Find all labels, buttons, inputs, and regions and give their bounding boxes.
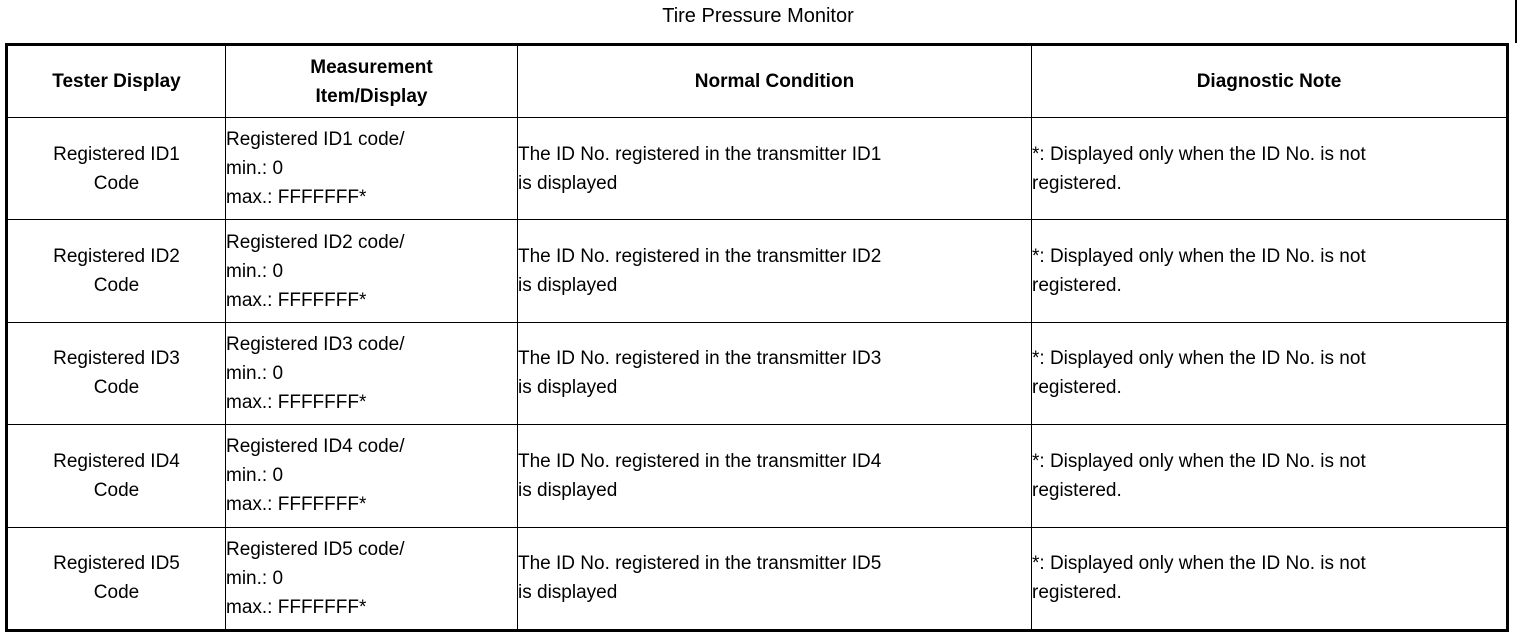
measurement-item-name: Registered ID4 code/ (226, 436, 405, 458)
cell-measurement-item (226, 527, 518, 630)
cell-diagnostic-note (1032, 220, 1508, 322)
cell-normal-condition (518, 220, 1032, 322)
measurement-item-name: Registered ID2 code/ (226, 231, 405, 253)
cell-normal-condition (518, 425, 1032, 527)
tester-label: Code (93, 582, 140, 604)
measurement-min: min.: 0 (226, 362, 284, 384)
diagnostic-note-text: registered. (1032, 172, 1122, 194)
diagnostic-note-text: registered. (1032, 582, 1122, 604)
margin-rule (1515, 0, 1517, 43)
normal-condition-text: is displayed (518, 172, 618, 194)
normal-condition-text: The ID No. registered in the transmitter ID4 (518, 450, 882, 472)
measurement-min: min.: 0 (226, 260, 284, 282)
header-measurement-item (226, 45, 518, 118)
tester-label: Code (93, 377, 140, 399)
cell-normal-condition (518, 527, 1032, 630)
normal-condition-text: is displayed (518, 275, 618, 297)
measurement-max: max.: FFFFFFF* (226, 494, 367, 516)
normal-condition-text: The ID No. registered in the transmitter ID1 (518, 143, 882, 165)
table-row (7, 425, 1508, 527)
tester-label: Registered ID1 (53, 143, 180, 165)
page-title: Tire Pressure Monitor (662, 5, 854, 27)
tester-label: Registered ID4 (53, 450, 180, 472)
cell-measurement-item (226, 425, 518, 527)
measurement-min: min.: 0 (226, 158, 284, 180)
cell-tester-display (7, 322, 226, 424)
table-row (7, 527, 1508, 630)
normal-condition-text: is displayed (518, 377, 618, 399)
cell-diagnostic-note (1032, 527, 1508, 630)
table-row (7, 322, 1508, 424)
diagnostic-note-text: *: Displayed only when the ID No. is not (1032, 348, 1366, 370)
table-row (7, 220, 1508, 322)
measurement-item-name: Registered ID1 code/ (226, 129, 405, 151)
cell-normal-condition (518, 118, 1032, 220)
tester-label: Registered ID5 (53, 553, 180, 575)
cell-diagnostic-note (1032, 118, 1508, 220)
tester-label: Registered ID2 (53, 246, 180, 268)
measurement-item-name: Registered ID3 code/ (226, 333, 405, 355)
measurement-max: max.: FFFFFFF* (226, 289, 367, 311)
cell-diagnostic-note (1032, 425, 1508, 527)
cell-normal-condition (518, 322, 1032, 424)
measurement-item-name: Registered ID5 code/ (226, 538, 405, 560)
normal-condition-text: is displayed (518, 582, 618, 604)
cell-measurement-item (226, 118, 518, 220)
cell-tester-display (7, 220, 226, 322)
header-normal-condition: Normal Condition (518, 45, 1032, 118)
diagnostic-note-text: registered. (1032, 275, 1122, 297)
measurement-min: min.: 0 (226, 465, 284, 487)
cell-tester-display (7, 425, 226, 527)
tester-label: Code (93, 172, 140, 194)
diagnostic-note-text: *: Displayed only when the ID No. is not (1032, 246, 1366, 268)
measurement-max: max.: FFFFFFF* (226, 596, 367, 618)
cell-tester-display (7, 527, 226, 630)
normal-condition-text: The ID No. registered in the transmitter ID2 (518, 246, 882, 268)
header-diagnostic-note: Diagnostic Note (1032, 45, 1508, 118)
diagnostic-note-text: *: Displayed only when the ID No. is not (1032, 553, 1366, 575)
diagnostic-note-text: *: Displayed only when the ID No. is not (1032, 450, 1366, 472)
cell-measurement-item (226, 220, 518, 322)
header-measurement-line1: Measurement (310, 56, 433, 78)
measurement-min: min.: 0 (226, 567, 284, 589)
table-row (7, 118, 1508, 220)
header-tester-display: Tester Display (7, 45, 226, 118)
measurement-max: max.: FFFFFFF* (226, 187, 367, 209)
diagnostic-note-text: registered. (1032, 377, 1122, 399)
measurement-max: max.: FFFFFFF* (226, 391, 367, 413)
normal-condition-text: is displayed (518, 479, 618, 501)
cell-measurement-item (226, 322, 518, 424)
normal-condition-text: The ID No. registered in the transmitter ID5 (518, 553, 882, 575)
header-measurement-line2: Item/Display (315, 85, 428, 107)
data-table (5, 43, 1509, 632)
diagnostic-note-text: registered. (1032, 479, 1122, 501)
tester-label: Code (93, 275, 140, 297)
diagnostic-note-text: *: Displayed only when the ID No. is not (1032, 143, 1366, 165)
normal-condition-text: The ID No. registered in the transmitter ID3 (518, 348, 882, 370)
cell-diagnostic-note (1032, 322, 1508, 424)
tester-label: Registered ID3 (53, 348, 180, 370)
cell-tester-display (7, 118, 226, 220)
header-row (7, 45, 1508, 118)
tester-label: Code (93, 479, 140, 501)
